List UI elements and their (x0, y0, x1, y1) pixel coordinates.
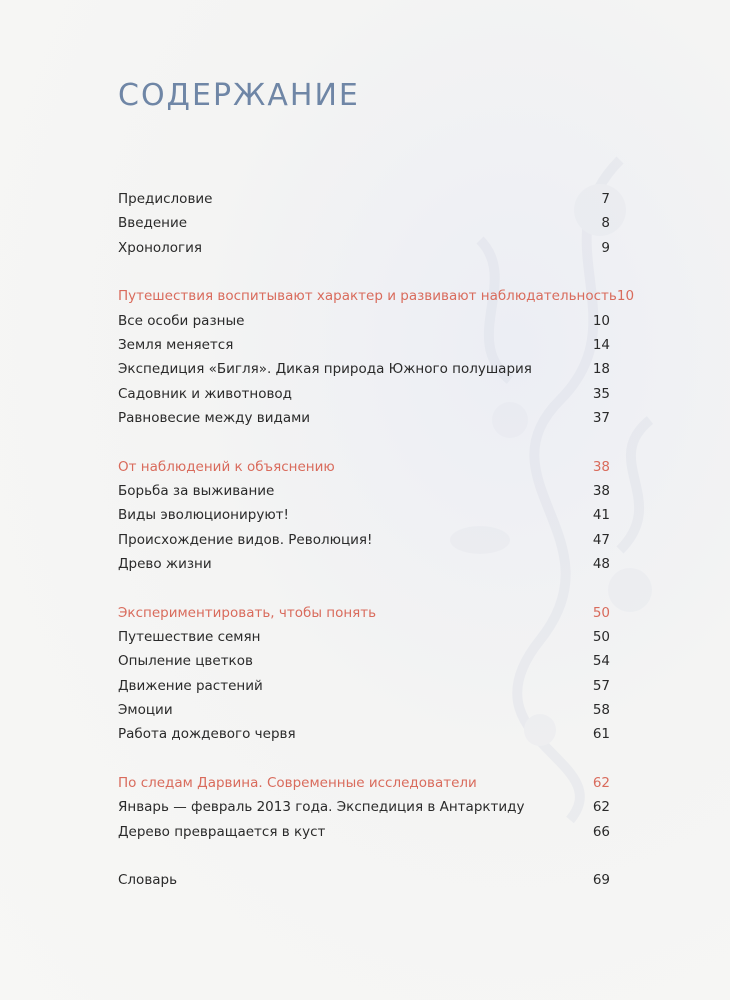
toc-entry-title: Словарь (118, 872, 178, 889)
toc-entry-page: 10 (592, 312, 610, 329)
toc-chapter-title: Путешествия воспитывают характер и развивают наблюдательность (118, 288, 617, 305)
toc-entry-page: 14 (592, 336, 610, 353)
toc-entry-title: Путешествие семян (118, 628, 261, 645)
toc-entry-title: Хронология (118, 239, 203, 256)
toc-chapter-title: По следам Дарвина. Современные исследователи (118, 774, 477, 791)
toc-entry-title: Дерево превращается в куст (118, 823, 326, 840)
toc-entry-page: 66 (592, 823, 610, 840)
toc-entry[interactable] (118, 187, 610, 211)
toc-entry-title: Работа дождевого червя (118, 726, 296, 743)
toc-entry[interactable] (118, 211, 610, 235)
toc-entry[interactable] (118, 868, 610, 892)
toc-chapter-title: Экспериментировать, чтобы понять (118, 604, 377, 621)
toc-entry-title: Введение (118, 215, 188, 232)
toc-entry-page: 62 (592, 799, 610, 816)
toc-section (118, 455, 610, 576)
toc-entry-title: Предисловие (118, 191, 213, 207)
toc-entry-title: Все особи разные (118, 312, 245, 329)
toc-entry-page: 61 (592, 726, 610, 743)
toc-entry-title: Экспедиция «Бигля». Дикая природа Южного полушария (118, 361, 532, 378)
toc-entry-title: Январь — февраль 2013 года. Экспедиция в Антарктиду (118, 799, 525, 816)
toc-entry-title: Борьба за выживание (118, 482, 275, 499)
toc-entry[interactable] (118, 357, 610, 381)
toc-chapter-page: 38 (592, 458, 610, 475)
toc-entry[interactable] (118, 479, 610, 503)
toc-chapter-heading[interactable] (118, 455, 610, 479)
toc-entry[interactable] (118, 795, 610, 819)
toc-entry-title: Движение растений (118, 677, 263, 694)
table-of-contents (118, 187, 635, 917)
toc-entry-page: 8 (601, 215, 610, 232)
toc-entry[interactable] (118, 309, 610, 333)
toc-entry-page: 47 (592, 531, 610, 548)
toc-chapter-page: 50 (592, 604, 610, 621)
toc-entry-page: 35 (592, 385, 610, 402)
toc-entry[interactable] (118, 236, 610, 260)
toc-chapter-heading[interactable] (118, 601, 610, 625)
toc-chapter-heading[interactable] (118, 771, 610, 795)
toc-entry[interactable] (118, 552, 610, 576)
toc-entry[interactable] (118, 722, 610, 746)
toc-entry-title: Виды эволюционируют! (118, 507, 289, 524)
toc-entry-page: 7 (601, 191, 610, 207)
toc-entry[interactable] (118, 333, 610, 357)
page-title: СОДЕРЖАНИЕ (118, 78, 360, 113)
toc-entry-page: 48 (592, 555, 610, 572)
toc-entry[interactable] (118, 698, 610, 722)
toc-entry[interactable] (118, 406, 610, 430)
toc-entry-page: 57 (592, 677, 610, 694)
toc-entry-page: 18 (592, 361, 610, 378)
toc-entry[interactable] (118, 528, 610, 552)
toc-entry-title: Равновесие между видами (118, 409, 311, 426)
toc-section (118, 601, 610, 747)
toc-entry-page: 38 (592, 482, 610, 499)
toc-entry-page: 37 (592, 409, 610, 426)
toc-entry-title: Эмоции (118, 701, 173, 718)
toc-entry-page: 58 (592, 701, 610, 718)
toc-chapter-page: 10 (616, 288, 635, 305)
toc-entry-page: 41 (592, 507, 610, 524)
toc-entry[interactable] (118, 820, 610, 844)
toc-entry-title: Земля меняется (118, 336, 234, 353)
toc-entry[interactable] (118, 649, 610, 673)
toc-chapter-page: 62 (592, 774, 610, 791)
toc-entry-page: 50 (592, 628, 610, 645)
toc-entry[interactable] (118, 503, 610, 527)
toc-entry[interactable] (118, 625, 610, 649)
toc-chapter-heading[interactable] (118, 284, 635, 308)
toc-section (118, 771, 610, 844)
toc-entry-page: 54 (592, 653, 610, 670)
toc-entry[interactable] (118, 382, 610, 406)
toc-entry-page: 9 (601, 239, 610, 256)
toc-entry-title: Садовник и животновод (118, 385, 293, 402)
toc-section (118, 868, 610, 892)
toc-entry-page: 69 (592, 872, 610, 889)
toc-entry-title: Древо жизни (118, 555, 212, 572)
toc-entry[interactable] (118, 674, 610, 698)
toc-section (118, 284, 635, 430)
toc-entry-title: Происхождение видов. Революция! (118, 531, 373, 548)
toc-section (118, 187, 610, 260)
toc-entry-title: Опыление цветков (118, 653, 253, 670)
toc-chapter-title: От наблюдений к объяснению (118, 458, 335, 475)
